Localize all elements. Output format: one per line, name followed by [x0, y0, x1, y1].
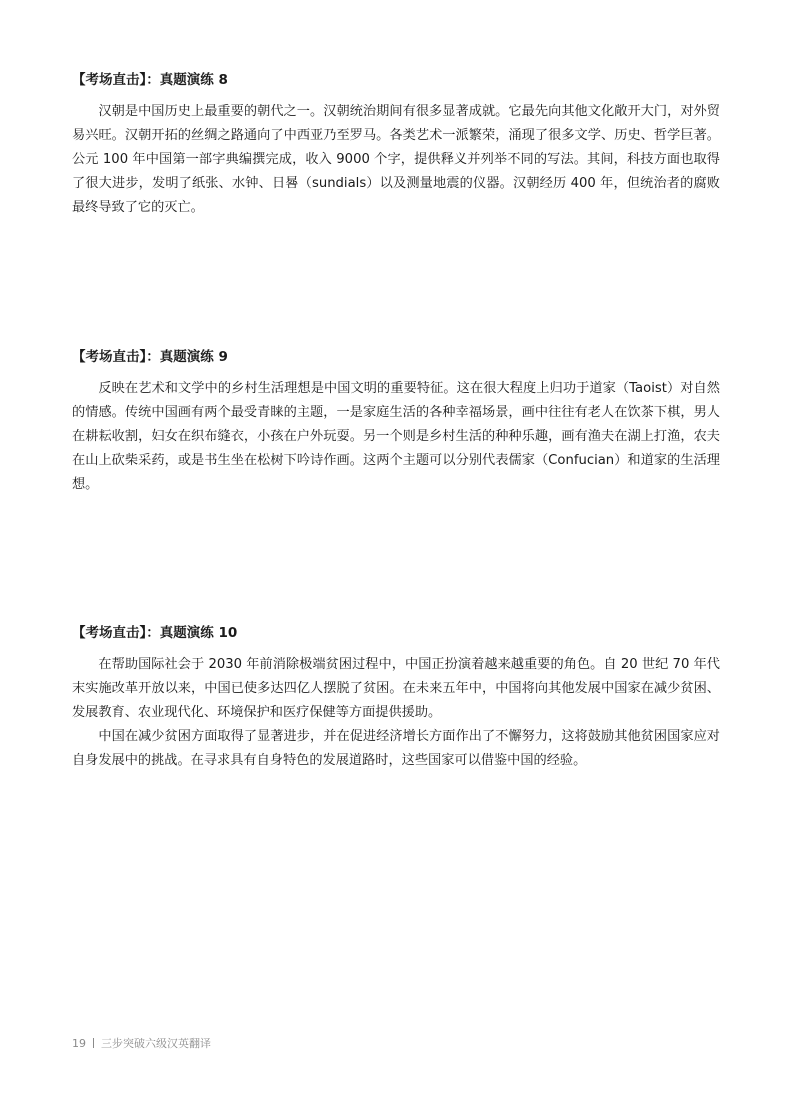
- exercise-section-9: [72, 347, 720, 497]
- section-heading: 【考场直击】：真题演练 8: [72, 72, 228, 88]
- book-title: 三步突破六级汉英翻译: [101, 1037, 211, 1050]
- footer-divider: [93, 1038, 94, 1048]
- section-heading: 【考场直击】：真题演练 10: [72, 625, 238, 641]
- exercise-section-8: [72, 70, 720, 220]
- section-paragraph: 中国在减少贫困方面取得了显著进步，并在促进经济增长方面作出了不懈努力，这将鼓励其他贫困国家应对自身发展中的挑战。在寻求具有自身特色的发展道路时，这些国家可以借鉴中国的经验。: [72, 729, 720, 768]
- section-paragraph: 在帮助国际社会于 2030 年前消除极端贫困过程中，中国正扮演着越来越重要的角色。自 20 世纪 70 年代末实施改革开放以来，中国已使多达四亿人摆脱了贫困。在未来五年中，中国将向其他发展中国家在减少贫困、发展教育、农业现代化、环境保护和医疗保健等方面提供援助。: [72, 657, 720, 720]
- exercise-section-10: [72, 623, 720, 773]
- section-paragraph: 汉朝是中国历史上最重要的朝代之一。汉朝统治期间有很多显著成就。它最先向其他文化敞开大门，对外贸易兴旺。汉朝开拓的丝绸之路通向了中西亚乃至罗马。各类艺术一派繁荣，涌现了很多文学、历史、哲学巨著。公元 100 年中国第一部字典编撰完成，收入 9000 个字，提供释义并列举不同的写法。其间，科技方面也取得了很大进步，发明了纸张、水钟、日晷（sundials）以及测量地震的仪器。汉朝经历 400 年，但统治者的腐败最终导致了它的灭亡。: [72, 104, 720, 215]
- section-paragraph: 反映在艺术和文学中的乡村生活理想是中国文明的重要特征。这在很大程度上归功于道家（Taoist）对自然的情感。传统中国画有两个最受青睐的主题，一是家庭生活的各种幸福场景，画中往往有老人在饮茶下棋，男人在耕耘收割，妇女在织布缝衣，小孩在户外玩耍。另一个则是乡村生活的种种乐趣，画有渔夫在湖上打渔，农夫在山上砍柴采药，或是书生坐在松树下吟诗作画。这两个主题可以分别代表儒家（Confucian）和道家的生活理想。: [72, 381, 720, 492]
- page-number: 19: [72, 1037, 86, 1050]
- section-heading: 【考场直击】：真题演练 9: [72, 349, 228, 365]
- page-footer: [72, 1036, 211, 1052]
